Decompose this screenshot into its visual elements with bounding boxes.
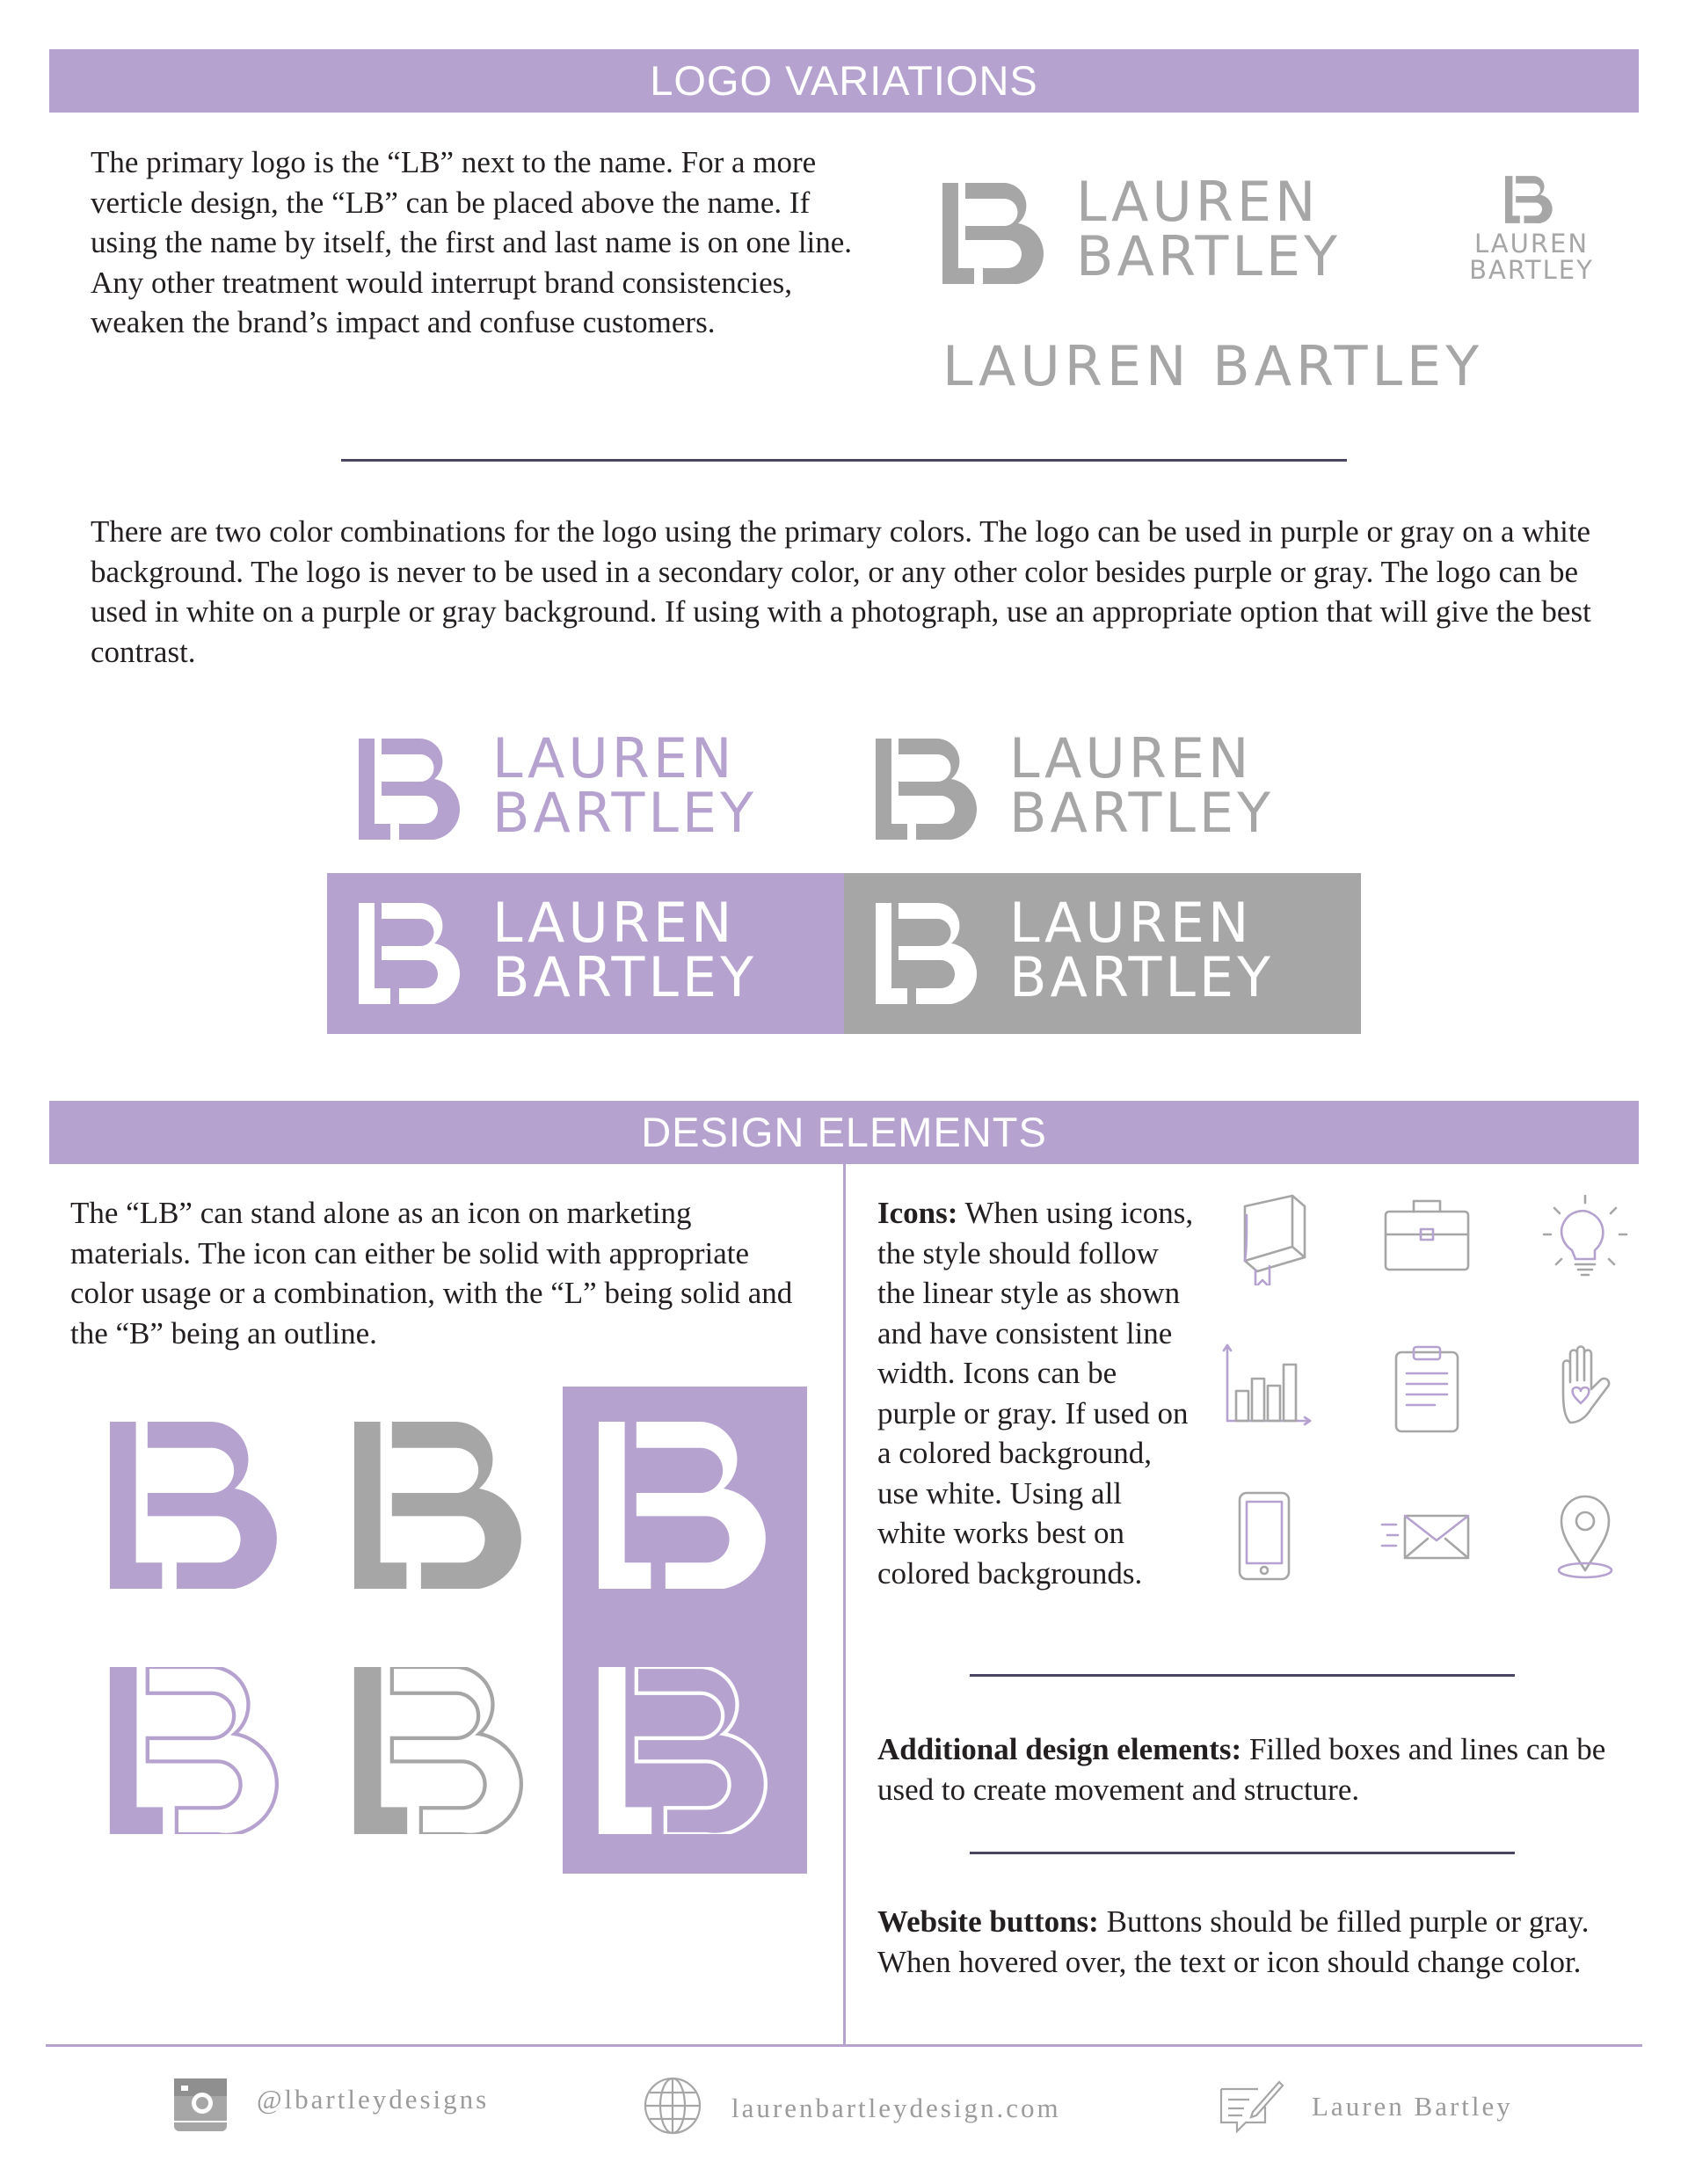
lb-solid-white — [598, 1422, 774, 1589]
logo-last-name: BARTLEY — [492, 781, 757, 845]
icons-label: Icons: — [877, 1196, 958, 1230]
lb-solid-purple — [109, 1422, 285, 1589]
section-title: LOGO VARIATIONS — [650, 57, 1038, 104]
lb-monogram — [1505, 176, 1554, 223]
stacked-last-name: BARTLEY — [1469, 255, 1594, 285]
lb-outline-gray — [353, 1667, 529, 1834]
lb-solid-gray — [353, 1422, 529, 1589]
additional-body: Filled boxes and lines can be used to create movement and structure. — [877, 1732, 1606, 1807]
section-divider — [341, 459, 1347, 462]
logo-first-name: LAUREN — [1009, 726, 1253, 790]
additional-elements-paragraph — [877, 1729, 1633, 1809]
divider — [970, 1674, 1515, 1677]
lightbulb-icon — [1537, 1189, 1633, 1285]
briefcase-icon — [1379, 1189, 1475, 1285]
envelope-icon — [1379, 1488, 1475, 1584]
lb-monogram — [876, 903, 981, 1004]
phone-icon — [1220, 1488, 1317, 1584]
logo-purple-on-white — [359, 726, 816, 845]
lb-monogram — [876, 739, 981, 840]
globe-icon[interactable] — [642, 2075, 703, 2137]
location-pin-icon — [1537, 1488, 1633, 1584]
logo-intro-paragraph: The primary logo is the “LB” next to the name. For a more verticle design, the “LB” can be placed above the name. If using the name by itself, the first and last name is on one line. Any other treatment would interrupt brand consistencies, weaken the brand’s impact and confuse customers. — [91, 145, 853, 339]
logo-white-on-purple — [327, 873, 844, 1034]
lb-monogram — [942, 183, 1048, 284]
lb-outline-white — [598, 1667, 774, 1834]
logo-first-name: LAUREN — [492, 726, 736, 790]
website-buttons-paragraph — [877, 1902, 1651, 1982]
lb-monogram — [359, 903, 464, 1004]
instagram-icon[interactable] — [172, 2077, 229, 2133]
signature-name: Lauren Bartley — [1312, 2091, 1513, 2122]
section-title: DESIGN ELEMENTS — [641, 1109, 1047, 1155]
lb-monogram — [359, 739, 464, 840]
book-icon — [1220, 1189, 1317, 1285]
bar-chart-icon — [1220, 1338, 1317, 1435]
logo-variations-banner — [49, 49, 1639, 113]
instagram-handle[interactable]: @lbartleydesigns — [257, 2084, 490, 2115]
monogram-paragraph: The “LB” can stand alone as an icon on marketing materials. The icon can either be solid with appropriate color usage or a combination, with the “L” being solid and the “B” being an outline. — [70, 1196, 793, 1350]
icons-paragraph — [877, 1193, 1194, 1593]
divider — [970, 1852, 1515, 1854]
primary-logo-gray — [942, 170, 1400, 288]
logo-first-name: LAUREN — [1076, 170, 1320, 234]
logo-last-name: BARTLEY — [1009, 781, 1274, 845]
icons-body: When using icons, the style should follow the linear style as shown and have consistent line width. Icons can be purple or gray. If used on a colored background, use white. Using all white works best on colored backgrounds. — [877, 1196, 1194, 1591]
clipboard-icon — [1379, 1338, 1475, 1435]
logo-first-name: LAUREN — [1009, 891, 1253, 955]
footer-rule — [46, 2044, 1642, 2047]
logo-first-name: LAUREN — [492, 891, 736, 955]
lb-outline-purple — [109, 1667, 285, 1834]
color-combinations-paragraph: There are two color combinations for the logo using the primary colors. The logo can be used in purple or gray on a white background. The logo is never to be used in a secondary color, or any other color besides purple or gray. The logo can be used in white on a purple or gray background. If using with a photograph, use an appropriate option that will give the best contrast. — [91, 514, 1591, 669]
logo-gray-on-white — [876, 726, 1333, 845]
signature-icon — [1218, 2077, 1284, 2135]
hand-heart-icon — [1537, 1338, 1633, 1435]
additional-label: Additional design elements: — [877, 1732, 1242, 1766]
logo-white-on-gray — [844, 873, 1361, 1034]
name-only-logo: LAUREN BARTLEY — [942, 334, 1484, 398]
logo-last-name: BARTLEY — [1009, 945, 1274, 1009]
buttons-body: Buttons should be filled purple or gray. When hovered over, the text or icon should change color. — [877, 1904, 1590, 1979]
design-elements-banner — [49, 1101, 1639, 1164]
stacked-first-name: LAUREN — [1473, 229, 1590, 258]
buttons-label: Website buttons: — [877, 1904, 1099, 1939]
column-divider — [843, 1164, 846, 2047]
website-link[interactable]: laurenbartleydesign.com — [731, 2093, 1061, 2123]
logo-last-name: BARTLEY — [492, 945, 757, 1009]
stacked-logo-gray — [1452, 176, 1611, 290]
logo-last-name: BARTLEY — [1076, 224, 1341, 288]
